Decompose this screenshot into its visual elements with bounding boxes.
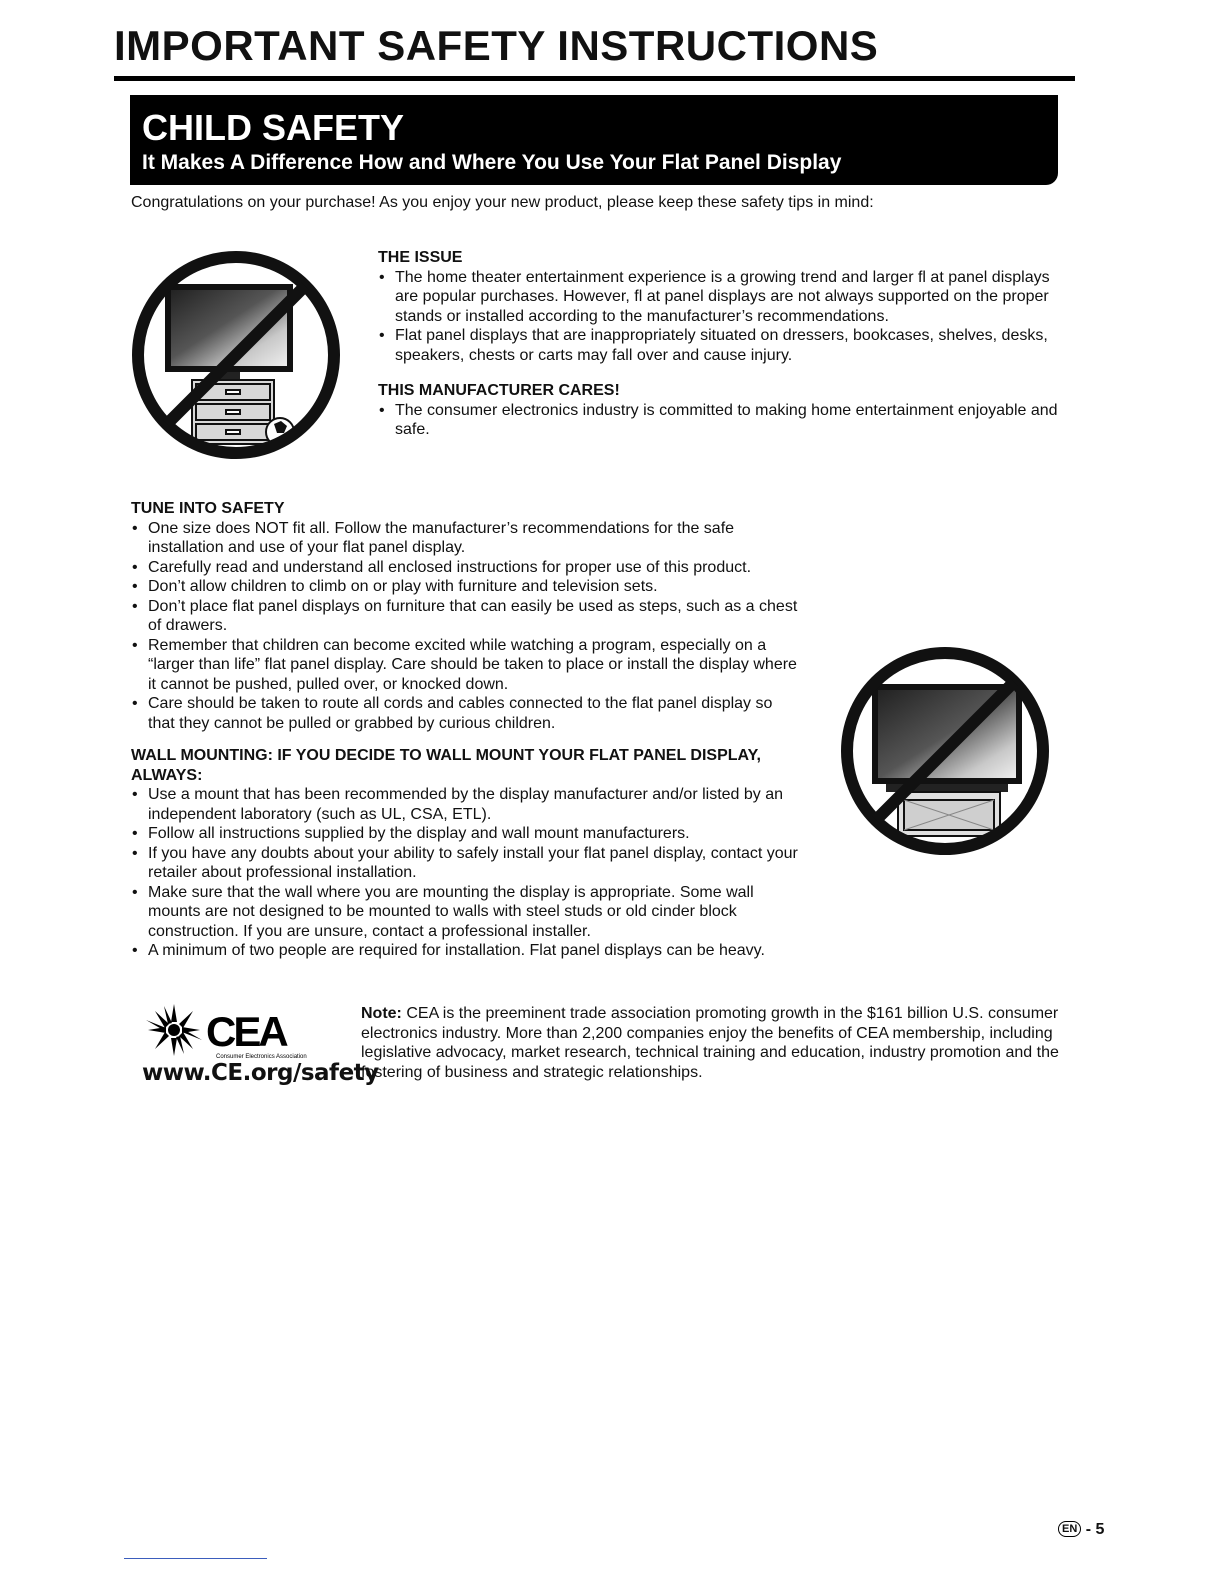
list-item: • Don’t place flat panel displays on furniture that can easily be used as steps, such as a chest of drawers. [132,597,798,634]
the-issue-section [378,248,1068,365]
no-tv-on-cart-illustration [838,642,1052,860]
cart-icon [898,792,1000,836]
list-item: • Flat panel displays that are inappropriately situated on dressers, bookcases, shelves, desks, speakers, chests or carts may fall over and cause injury. [379,327,1048,364]
no-tv-on-dresser-illustration [130,244,342,466]
cea-logo-tagline: Consumer Electronics Association [216,1054,307,1060]
list-item: • A minimum of two people are required for installation. Flat panel displays can be heavy. [132,942,765,959]
list-item: • Don’t allow children to climb on or play with furniture and television sets. [132,578,658,595]
list-item: • Carefully read and understand all enclosed instructions for proper use of this product. [132,558,752,576]
banner-title: CHILD SAFETY [142,107,405,148]
language-badge: EN [1058,1521,1081,1537]
child-safety-banner [130,95,1058,185]
banner-subtitle: It Makes A Difference How and Where You Use Your Flat Panel Display [142,151,842,174]
intro-text: Congratulations on your purchase! As you enjoy your new product, please keep these safety tips in mind: [131,194,874,211]
manufacturer-cares-section [378,381,1068,440]
list-item: • The home theater entertainment experience is a growing trend and larger fl at panel displays are popular purchases. However, fl at panel displays are not always supported on the proper stands or installed according to the manufacturer’s recommendations. [379,268,1050,325]
wall-mounting-heading: WALL MOUNTING: IF YOU DECIDE TO WALL MOUNT YOUR FLAT PANEL DISPLAY, ALWAYS: [131,747,761,784]
note-text: CEA is the preeminent trade association promoting growth in the $161 billion U.S. consumer electronics industry. More than 2,200 companies enjoy the benefits of CEA membership, including legislative advocacy, market research, technical training and education, industry promotion and the fostering of business and strategic relationships. [361,1005,1059,1081]
list-item: • The consumer electronics industry is committed to making home entertainment enjoyable and safe. [379,401,1058,438]
the-issue-heading: THE ISSUE [378,249,463,266]
page-title: IMPORTANT SAFETY INSTRUCTIONS [114,22,879,69]
list-item: • Follow all instructions supplied by the display and wall mount manufacturers. [132,825,690,842]
list-item: • One size does NOT fit all. Follow the manufacturer’s recommendations for the safe installation and use of your flat panel display. [132,519,735,556]
manufacturer-cares-heading: THIS MANUFACTURER CARES! [378,382,620,399]
list-item: • Use a mount that has been recommended by the display manufacturer and/or listed by an independent laboratory (such as UL, CSA, ETL). [132,786,784,823]
page-number-value: 5 [1095,1521,1105,1538]
tune-into-safety-heading: TUNE INTO SAFETY [131,500,285,517]
cea-logo-text: CEA [206,1008,286,1055]
cea-note [361,1004,1061,1082]
footer-rule [124,1558,267,1559]
list-item: • Remember that children can become excited while watching a program, especially on a “larger than life” flat panel display. Care should be taken to place or install the display where it cannot be pushed, pulled over, or knocked down. [132,636,797,693]
cea-safety-url: www.CE.org/safety [142,1060,379,1086]
wall-mounting-section [131,746,801,961]
title-divider [114,76,1075,81]
list-item: • If you have any doubts about your ability to safely install your flat panel display, contact your retailer about professional installation. [132,844,798,881]
list-item: • Care should be taken to route all cords and cables connected to the flat panel display so that they cannot be pulled or grabbed by curious children. [132,695,773,732]
cea-starburst-icon [142,1002,332,1062]
page-number [1058,1521,1104,1539]
page-number-separator: - [1085,1521,1092,1538]
tune-into-safety-section [131,499,801,733]
note-label: Note: [361,1005,402,1022]
list-item: • Make sure that the wall where you are mounting the display is appropriate. Some wall mounts are not designed to be mounted to walls with steel studs or old cinder block construction. If you are unsure, contact a professional installer. [132,883,754,940]
